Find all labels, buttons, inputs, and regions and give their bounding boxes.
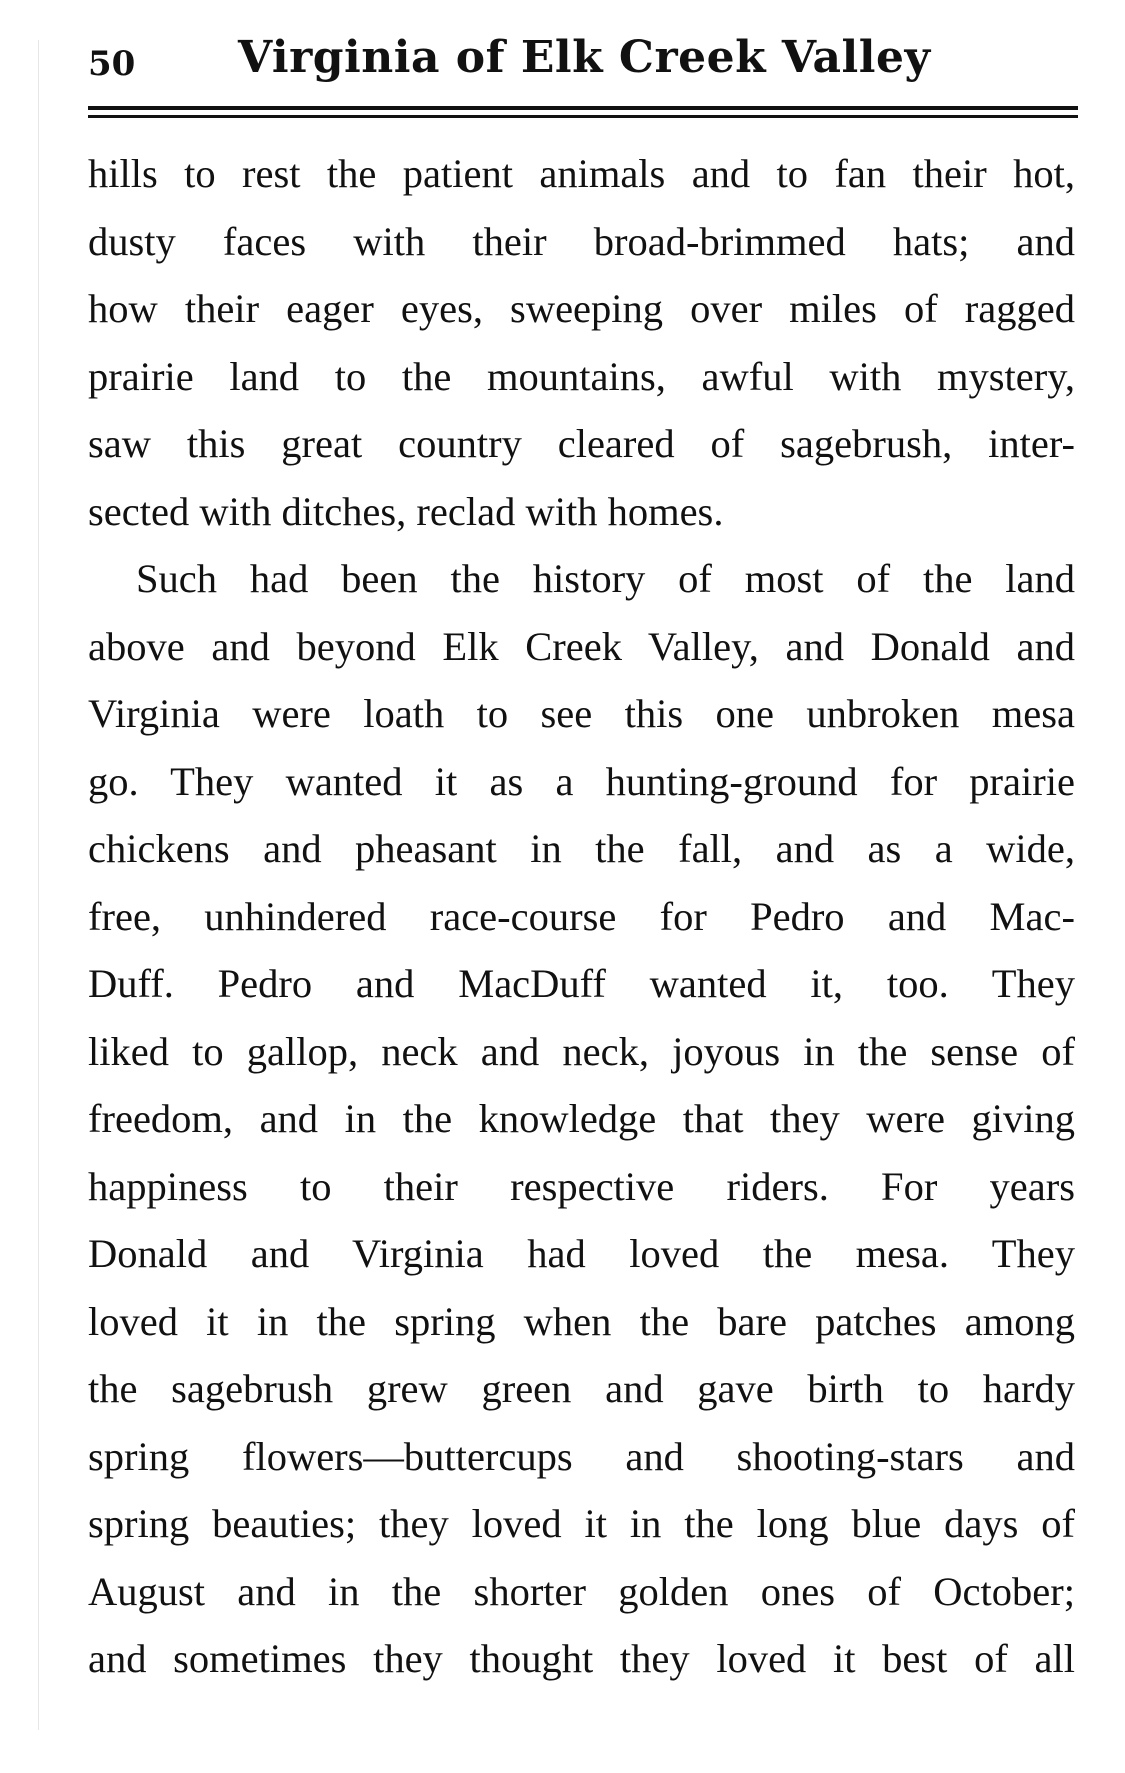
text-line: sected with ditches, reclad with homes.	[88, 488, 724, 534]
text-line: saw this great country cleared of sagebrush, inter-	[88, 421, 1075, 466]
header-rule-thick	[88, 106, 1078, 110]
text-line: freedom, and in the knowledge that they were giving	[88, 1096, 1075, 1141]
text-line: spring beauties; they loved it in the long blue days of	[88, 1501, 1075, 1546]
text-line: and sometimes they thought they loved it best of all	[88, 1636, 1075, 1681]
text-line: Virginia were loath to see this one unbroken mesa	[88, 691, 1075, 736]
text-line: above and beyond Elk Creek Valley, and Donald and	[88, 623, 1075, 669]
text-line: the sagebrush grew green and gave birth to hardy	[88, 1366, 1075, 1411]
text-line: chickens and pheasant in the fall, and as a wide,	[88, 826, 1075, 871]
text-line: liked to gallop, neck and neck, joyous in the sense of	[88, 1028, 1075, 1074]
text-line: free, unhindered race-course for Pedro and Mac-	[88, 893, 1075, 939]
page-number: 50	[88, 44, 136, 84]
page-header	[88, 32, 1078, 96]
text-line: hills to rest the patient animals and to fan their hot,	[88, 151, 1075, 196]
text-line: dusty faces with their broad-brimmed hats; and	[88, 218, 1075, 264]
text-line: Donald and Virginia had loved the mesa. They	[88, 1231, 1075, 1276]
paragraph-start-line: Such had been the history of most of the land	[136, 556, 1075, 601]
text-line: spring flowers—buttercups and shooting-stars and	[88, 1433, 1075, 1479]
page-edge-line	[38, 40, 39, 1730]
text-line: loved it in the spring when the bare patches among	[88, 1298, 1075, 1344]
text-line: August and in the shorter golden ones of October;	[88, 1568, 1075, 1614]
body-text	[88, 140, 1075, 1693]
text-line: Duff. Pedro and MacDuff wanted it, too. They	[88, 961, 1075, 1006]
text-line: happiness to their respective riders. For years	[88, 1163, 1075, 1209]
header-rule-thin	[88, 115, 1078, 118]
text-line: prairie land to the mountains, awful with mystery,	[88, 353, 1075, 399]
text-line: go. They wanted it as a hunting-ground for prairie	[88, 758, 1075, 804]
running-title: Virginia of Elk Creek Valley	[238, 32, 931, 83]
text-line: how their eager eyes, sweeping over miles of ragged	[88, 286, 1075, 331]
